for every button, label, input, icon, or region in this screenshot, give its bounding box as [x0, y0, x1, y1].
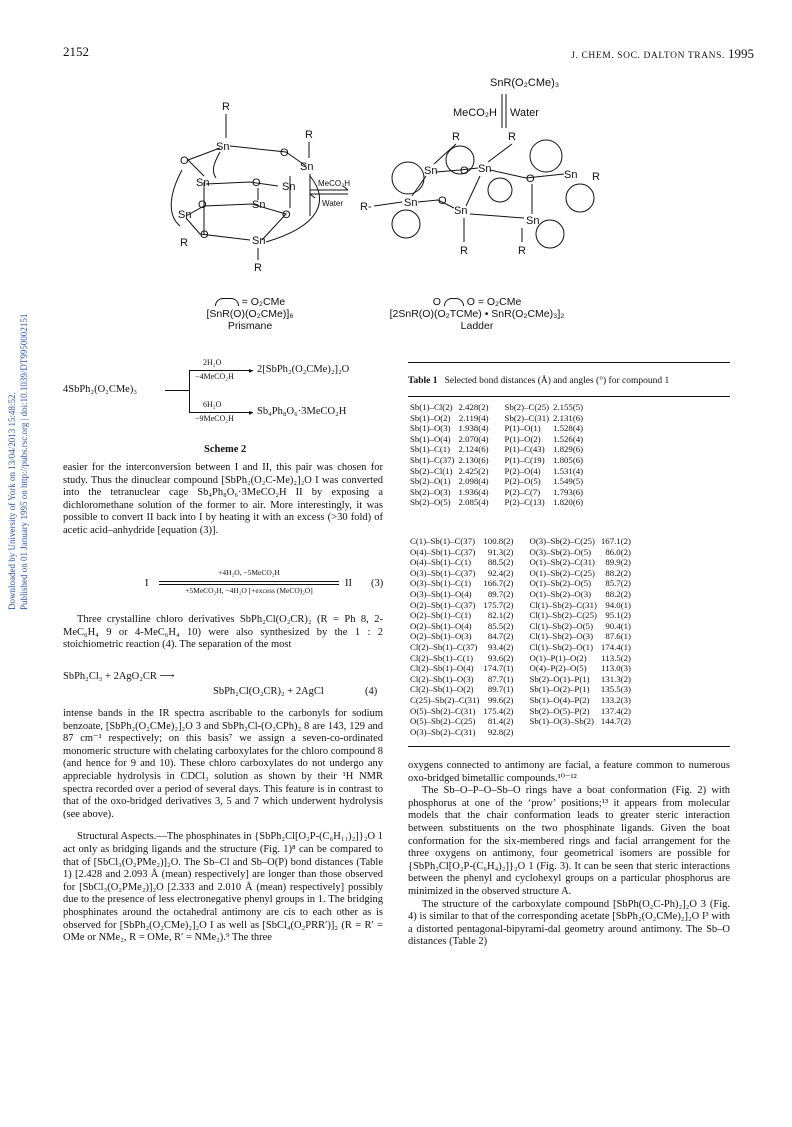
svg-text:Sn: Sn [196, 177, 210, 189]
left-column [63, 462, 383, 538]
table-cell-value: 1.805(6) [553, 454, 584, 465]
table-cell-value: 81.4(2) [487, 716, 514, 727]
table-cell-value: 133.2(3) [600, 694, 631, 705]
table-cell-value: 2.130(6) [458, 454, 489, 465]
table-top-rule [408, 362, 730, 363]
table-cell-bond: P(2)–O(5) [504, 476, 541, 487]
svg-text:Sn: Sn [300, 161, 314, 173]
table-cell-bond: Sb(1)–C(1) [410, 444, 451, 455]
table-cell-value: 2.425(2) [458, 465, 489, 476]
ladder-legend: O O = O₂CMe [432, 296, 522, 308]
scheme2-lower-arrow [189, 412, 253, 413]
table-cell-bond: Sb(1)–O(2)–P(1) [529, 684, 590, 695]
table-cell-bond: P(1)–O(2) [504, 433, 541, 444]
table-cell-value: 2.428(2) [458, 402, 489, 412]
table-cell-bond: O(1)–P(1)–O(2) [529, 652, 587, 663]
journal-year: 1995 [728, 46, 754, 61]
prismane-formula: [SnR(O)(O₂CMe)]₆ [206, 308, 294, 320]
svg-text:Sn: Sn [178, 209, 192, 221]
table-cell-bond: O(3)–Sb(1)–C(1) [410, 578, 472, 589]
table-cell-bond: O(1)–Sb(2)–C(31) [529, 557, 595, 568]
table-row [408, 434, 597, 445]
table-cell-bond: Cl(1)–Sb(2)–C(31) [529, 599, 597, 610]
carboxylate-arc-icon [444, 298, 464, 306]
table-row [408, 674, 645, 685]
reverse-reagent: Water [322, 199, 344, 208]
table-cell-bond: Cl(1)–Sb(2)–O(1) [529, 641, 593, 652]
table-cell-value: 167.1(2) [600, 536, 631, 546]
svg-text:O: O [280, 147, 289, 159]
ladder-label: Ladder [460, 320, 494, 332]
table-cell-bond: O(2)–Sb(1)–O(3) [410, 631, 472, 642]
table-cell-value: 135.5(3) [600, 684, 631, 695]
table-row [408, 568, 645, 579]
table-cell-bond: P(2)–O(4) [504, 465, 541, 476]
table-cell-bond: O(2)–Sb(1)–O(4) [410, 620, 472, 631]
equation-3 [63, 570, 383, 606]
eq4-line2: SbPh₂Cl(O₂CR)₂ + 2AgCl [213, 686, 324, 697]
table-row [408, 402, 597, 413]
table-cell-value: 92.4(2) [487, 567, 514, 578]
table-cell-bond: Sb(1)–C(37) [410, 454, 455, 465]
table-cell-bond: O(4)–P(2)–O(5) [529, 663, 587, 674]
svg-text:Sn: Sn [252, 235, 266, 247]
table-cell-bond: Cl(2)–Sb(1)–C(1) [410, 652, 474, 663]
scheme2-upper-product: 2[SbPh₂(O₂CMe)₂]₂O [257, 364, 350, 375]
table-caption: Selected bond distances (Å) and angles (°) for compound 1 [444, 376, 670, 386]
table-cell-value: 2.124(6) [458, 444, 489, 455]
table-cell-value: 137.4(2) [600, 705, 631, 716]
carboxylate-arc-icon [215, 298, 239, 306]
table-cell-bond: Sb(1)–O(4)–P(2) [529, 694, 590, 705]
table-cell-bond: Sb(2)–O(1)–P(1) [529, 673, 590, 684]
svg-text:R-: R- [360, 201, 372, 213]
svg-text:Sn: Sn [252, 199, 266, 211]
table-cell-bond: Sb(1)–O(4) [410, 433, 451, 444]
table-cell-bond: Cl(2)–Sb(1)–O(4) [410, 663, 474, 674]
svg-text:Sn: Sn [454, 205, 468, 217]
svg-text:O: O [438, 195, 447, 207]
table-cell-value: 88.2(2) [605, 567, 631, 578]
svg-text:R: R [254, 262, 262, 274]
table-cell-value: 1.820(6) [553, 497, 584, 508]
table-cell-bond: Cl(1)–Sb(2)–O(5) [529, 620, 593, 631]
journal-header [571, 46, 754, 62]
table-cell-value: 85.5(2) [487, 620, 514, 631]
eq3-number: (3) [371, 578, 384, 589]
table-cell-bond: Sb(1)–O(2) [410, 412, 451, 423]
table-distances [408, 402, 597, 508]
table-cell-bond: P(2)–C(7) [504, 486, 541, 497]
table-header-rule [408, 396, 730, 397]
table-row [408, 466, 597, 477]
table-cell-value: 93.4(2) [487, 641, 514, 652]
ladder-structure [360, 131, 600, 257]
table-cell-bond: Cl(2)–Sb(1)–O(3) [410, 673, 474, 684]
reverse-arrow-head [310, 194, 315, 198]
svg-text:O: O [198, 199, 207, 211]
table-cell-value: 1.528(4) [553, 423, 584, 434]
table-cell-value: 87.6(1) [605, 631, 631, 642]
table-cell-bond: Sb(2)–O(5)–P(2) [529, 705, 590, 716]
table-cell-value: 166.7(2) [483, 578, 514, 589]
table-row [408, 716, 645, 727]
table-cell-value: 2.085(4) [458, 497, 489, 508]
svg-text:R: R [222, 101, 230, 113]
table-cell-bond: Sb(2)–C(25) [504, 402, 550, 412]
top-reagent: SnR(O₂CMe)₃ [490, 77, 560, 89]
table-cell-bond: Sb(2)–O(1) [410, 476, 451, 487]
table-row [408, 684, 645, 695]
svg-text:R: R [460, 245, 468, 257]
table-row [408, 600, 645, 611]
table-row [408, 455, 597, 466]
table-cell-bond: Sb(2)–Cl(1) [410, 465, 453, 476]
table-row [408, 642, 645, 653]
table-cell-bond: O(5)–Sb(2)–C(25) [410, 716, 476, 727]
table-cell-value: 1.549(5) [553, 476, 584, 487]
right-paragraph-2: The Sb–O–P–O–Sb–O rings have a boat conformation (Fig. 2) with phosphorus at one of the ‘prow’ positions;¹³ it appears from molecular models that the chair conformation leads to greater steric interaction between substituents on the two phosphinate ligands. Given the boat conformation for the six-membered rings and facial arrangement for the three oxygens on antimony, four geometrical isomers are possible for {SbPh₂Cl[O₂P-(C₆H₄)₂]}₂O 1 (Fig. 3). It can be seen that steric interactions between the phenyl and cyclohexyl groups on a particular phosphorus are minimized in the observed structure A. [408, 785, 730, 897]
svg-text:R: R [508, 131, 516, 143]
svg-text:R: R [180, 237, 188, 249]
scheme-2 [63, 358, 383, 432]
table-cell-bond: O(5)–Sb(2)–C(31) [410, 705, 476, 716]
table-cell-bond: O(3)–Sb(2)–C(25) [529, 536, 595, 546]
prismane-label: Prismane [227, 320, 273, 332]
scheme2-lower-product: Sb₄Ph₈O₆·3MeCO₂H [257, 406, 347, 417]
table-cell-value: 131.3(2) [600, 673, 631, 684]
table-cell-bond: O(3)–Sb(1)–O(4) [410, 588, 472, 599]
table-row [408, 423, 597, 434]
table-bottom-rule [408, 746, 730, 747]
table-cell-value: 89.9(2) [605, 557, 631, 568]
table-row [408, 444, 597, 455]
table-cell-value: 84.7(2) [487, 631, 514, 642]
svg-text:O: O [252, 177, 261, 189]
table-cell-bond: Sb(1)–O(3)–Sb(2) [529, 716, 594, 727]
table-cell-bond: Cl(1)–Sb(2)–C(25) [529, 610, 597, 621]
download-note [6, 290, 30, 610]
table-label: Table 1 [408, 376, 438, 386]
table-cell-bond: P(1)–C(43) [504, 444, 545, 455]
svg-text:Sn: Sn [282, 181, 296, 193]
top-reverse-reagent: Water [510, 107, 539, 119]
table-cell-value: 86.0(2) [605, 546, 631, 557]
svg-text:O: O [180, 155, 189, 167]
svg-text:O: O [460, 165, 469, 177]
eq4-line1: SbPh₂Cl₃ + 2AgO₂CR ⟶ [63, 671, 175, 682]
download-note-line2[interactable]: Published on 01 January 1995 on http://pubs.rsc.org | doi:10.1039/DT9950002151 [19, 313, 29, 610]
prismane-caption [190, 296, 310, 332]
table-cell-value: 88.5(2) [487, 557, 514, 568]
left-paragraph-4: Structural Aspects.—The phosphinates in {SbPh₂Cl[O₂P-(C₆H₁₁)₂]}₂O 1 act only as bridging ligands and the structure (Fig. 1)⁸ can be compared to that of [SbCl₃(O₂PMe₂)]₂O. The Sb–Cl and Sb–O(P) bond distances (Table 1) [2.428 and 2.093 Å (mean) respectively] are longer than those observed for [SbCl₃(O₂PMe₂)]₂O [2.333 and 2.010 Å (mean) respectively] possibly due to the presence of less electronegative phenyl groups in 1. The bridging phosphinates around the octahedral antimony are cis to each other as is observed for [SbPh₂(O₂CMe)₂]₂O I as well as [SbCl₄(O₂PRR′)]₂ (R = R′ = OMe or NMe₂, R = OMe, R′ = NMe₂).⁹ The three [63, 831, 383, 944]
table-cell-value: 100.8(2) [483, 536, 514, 546]
table-cell-value: 99.6(2) [487, 694, 514, 705]
table-cell-value: 95.1(2) [605, 610, 631, 621]
table-row [408, 621, 645, 632]
scheme2-reactant: 4SbPh₂(O₂CMe)₃ [63, 384, 137, 395]
scheme2-lower-above: 6H₂O [203, 400, 222, 409]
table-row [408, 727, 645, 738]
scheme2-branch-vert [189, 370, 190, 412]
table-cell-bond: P(1)–C(19) [504, 454, 545, 465]
table-cell-value: 175.7(2) [483, 599, 514, 610]
table-cell-value: 90.4(1) [605, 620, 631, 631]
table-cell-bond: O(3)–Sb(2)–C(31) [410, 726, 476, 737]
table-cell-bond: O(2)–Sb(1)–C(37) [410, 599, 476, 610]
right-column [408, 760, 730, 949]
prismane-legend: = O₂CMe [190, 296, 310, 308]
table-cell-value: 1.829(6) [553, 444, 584, 455]
table-cell-value: 1.526(4) [553, 433, 584, 444]
table-row [408, 695, 645, 706]
table-cell-bond: O(1)–Sb(2)–O(5) [529, 578, 592, 589]
svg-text:R: R [305, 129, 313, 141]
svg-text:Sn: Sn [216, 141, 230, 153]
table-row [408, 413, 597, 424]
table-cell-bond: Sb(1)–Cl(2) [410, 402, 453, 412]
table-cell-value: 1.936(4) [458, 486, 489, 497]
scheme2-upper-arrow [189, 370, 253, 371]
table-cell-value: 85.7(2) [605, 578, 631, 589]
right-paragraph-3: The structure of the carboxylate compound [SbPh(O₂C-Ph)₂]₂O 3 (Fig. 4) is similar to that of the corresponding acetate [SbPh₂(O₂CMe)₂]₂O I³ with a distorted pentagonal-bipyrami-dal geometry around antimony. The Sb–O distances (Table 2) [408, 898, 730, 948]
table-row [408, 476, 597, 487]
table-cell-value: 82.1(2) [487, 610, 514, 621]
table-cell-bond: Cl(2)–Sb(1)–O(2) [410, 684, 474, 695]
top-forward-reagent: MeCO₂H [453, 107, 497, 119]
eq3-forward-arrow [159, 581, 339, 582]
right-paragraph-1: oxygens connected to antimony are facial, a feature common to numerous oxo-bridged bimetallic compounds.¹⁰⁻¹² [408, 760, 730, 784]
left-paragraph-1: easier for the interconversion between I and II, this pair was chosen for study. Thus the dinuclear compound [SbPh₂(O₂C-Me)₂]₂O I was converted into the tetranuclear cage Sb₄Ph₈O₆·3MeCO₂H II by exposing a dichloromethane solution of the former to air. More interestingly, it was possible to convert II back into I by heating it with an excess (>30 fold) of acetic acid–anhydride [equation (3)]. [63, 462, 383, 536]
left-column-2 [63, 614, 383, 652]
table-cell-value: 2.070(4) [458, 433, 489, 444]
svg-text:R: R [518, 245, 526, 257]
table-cell-value: 94.0(1) [605, 599, 631, 610]
table-cell-bond: P(1)–O(1) [504, 423, 541, 434]
table-row [408, 547, 645, 558]
ladder-formula: [2SnR(O)(O₂TCMe) • SnR(O₂CMe)₃]₂ [389, 308, 565, 320]
table-cell-bond: O(1)–Sb(2)–C(25) [529, 567, 595, 578]
table-cell-bond: Sb(2)–C(31) [504, 412, 550, 423]
table-cell-value: 2.155(5) [553, 402, 584, 412]
table-title [408, 376, 669, 386]
svg-text:O: O [282, 209, 291, 221]
eq3-reverse-arrow [159, 584, 339, 585]
table-cell-bond: P(2)–C(13) [504, 497, 545, 508]
svg-text:Sn: Sn [424, 165, 438, 177]
table-row [408, 610, 645, 621]
table-cell-value: 1.793(6) [553, 486, 584, 497]
scheme2-lower-below: −9MeCO₂H [195, 414, 234, 423]
scheme2-upper-above: 2H₂O [203, 358, 222, 367]
eq3-top: +4H₂O, −5MeCO₂H [218, 568, 280, 577]
table-cell-bond: C(25)–Sb(2)–C(31) [410, 694, 480, 705]
page-number: 2152 [63, 44, 89, 59]
download-note-line1[interactable]: Downloaded by University of York on 13/04/2013 15:48:52. [7, 392, 17, 610]
table-row [408, 557, 645, 568]
scheme2-upper-below: −4MeCO₂H [195, 372, 234, 381]
eq3-bottom: +5MeCO₂H, −4H₂O [+excess (MeCO)₂O] [185, 586, 313, 595]
arrow-head-icon: ▸ [249, 408, 254, 417]
table-cell-value: 93.6(2) [487, 652, 514, 663]
left-paragraph-2: Three crystalline chloro derivatives SbPh₂Cl(O₂CR)₂ (R = Ph 8, 2-MeC₆H₄ 9 or 4-MeC₆H₄ 10) were also synthesized by the 1 : 2 stoichiometric reaction (4). The separation of the most [63, 614, 383, 651]
table-cell-bond: Sb(2)–O(3) [410, 486, 451, 497]
svg-text:Sn: Sn [564, 169, 578, 181]
table-cell-value: 174.7(1) [483, 663, 514, 674]
svg-text:O: O [526, 173, 535, 185]
table-cell-bond [527, 727, 598, 738]
table-row [408, 631, 645, 642]
table-cell-bond: Cl(1)–Sb(2)–O(3) [529, 631, 593, 642]
table-cell-bond: O(2)–Sb(1)–C(1) [410, 610, 472, 621]
svg-text:Sn: Sn [526, 215, 540, 227]
svg-text:O: O [200, 229, 209, 241]
table-angles [408, 536, 645, 737]
arrow-head-icon: ▸ [249, 366, 254, 375]
table-row [408, 653, 645, 664]
table-cell-value: 174.4(1) [600, 641, 631, 652]
table-cell-value: 1.531(4) [553, 465, 584, 476]
journal-name: J. CHEM. SOC. DALTON TRANS. [571, 51, 726, 61]
left-paragraph-3: intense bands in the IR spectra ascribable to the carbonyls for sodium benzoate, [SbPh₂(O₂CMe)₂]₂O 3 and SbPh₂Cl-(O₂CPh)₂ 8 are 143, 129 and 87 cm⁻¹ respectively; on this basis⁷ we assign a seven-co-ordinated monomeric structure with chelating carboxylates for the chloro compound 8 (and hence for 9 and 10). These chloro carboxylates do not undergo any appreciable hydrolysis in CDCl₃ solution as shown by their ¹H NMR spectra recorded over a period of several days. This feature is in contrast to that of the oxo-bridged derivatives 3, 5 and 7 which underwent hydrolysis (see above). [63, 708, 383, 820]
table-cell-value: 91.3(2) [487, 546, 514, 557]
table-cell-bond: O(3)–Sb(2)–O(5) [529, 546, 592, 557]
forward-reagent: MeCO₂H [318, 179, 350, 188]
left-column-3 [63, 708, 383, 945]
table-row [408, 706, 645, 717]
prismane-structure [171, 101, 319, 274]
table-cell-value: 92.8(2) [487, 726, 514, 737]
table-cell-value: 2.098(4) [458, 476, 489, 487]
scheme2-branch [165, 390, 189, 391]
eq4-number: (4) [365, 686, 378, 697]
table-cell-bond: O(3)–Sb(1)–C(37) [410, 567, 476, 578]
table-cell-value: 144.7(2) [600, 716, 631, 727]
table-row [408, 536, 645, 547]
scheme2-title: Scheme 2 [204, 444, 247, 455]
table-cell-bond: O(1)–Sb(2)–O(3) [529, 588, 592, 599]
table-cell-value: 88.2(2) [605, 588, 631, 599]
ladder-caption [382, 296, 572, 332]
table-cell-value [599, 727, 645, 738]
table-cell-bond: O(4)–Sb(1)–C(1) [410, 557, 472, 568]
svg-text:Sn: Sn [478, 163, 492, 175]
equation-4 [63, 670, 383, 702]
table-cell-bond: Sb(2)–O(5) [410, 497, 451, 508]
svg-text:R: R [592, 171, 600, 183]
table-cell-bond: O(4)–Sb(1)–C(37) [410, 546, 476, 557]
svg-text:R: R [452, 131, 460, 143]
eq3-left: I [145, 578, 149, 589]
svg-text:Sn: Sn [404, 197, 418, 209]
table-cell-value: 113.5(2) [601, 652, 631, 663]
table-cell-value: 89.7(1) [487, 684, 514, 695]
table-cell-value: 89.7(2) [487, 588, 514, 599]
table-cell-bond: Sb(1)–O(3) [410, 423, 451, 434]
table-row [408, 578, 645, 589]
table-cell-value: 113.0(3) [601, 663, 631, 674]
table-cell-bond: C(1)–Sb(1)–C(37) [410, 536, 475, 546]
table-cell-value: 87.7(1) [487, 673, 514, 684]
table-row [408, 487, 597, 498]
table-row [408, 497, 597, 508]
table-row [408, 663, 645, 674]
eq3-right: II [345, 578, 352, 589]
table-cell-value: 2.119(4) [458, 412, 489, 423]
table-cell-value: 175.4(2) [483, 705, 514, 716]
table-cell-value: 1.938(4) [458, 423, 489, 434]
table-cell-bond: Cl(2)–Sb(1)–C(37) [410, 641, 478, 652]
table-row [408, 589, 645, 600]
table-cell-value: 2.131(6) [553, 412, 584, 423]
